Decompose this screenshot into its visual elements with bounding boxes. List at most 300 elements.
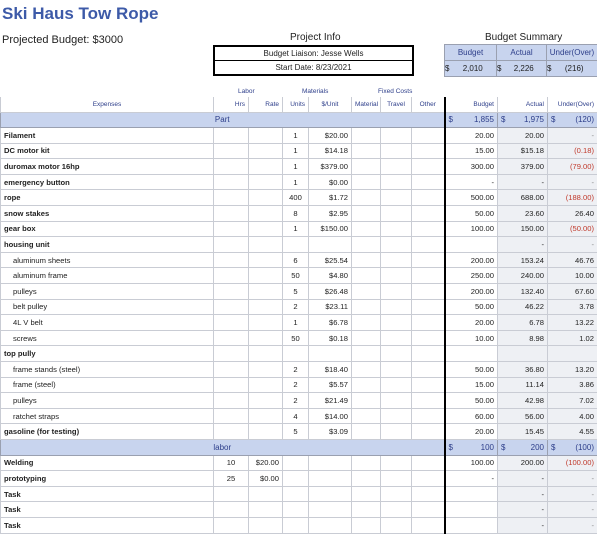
part-row [1, 362, 597, 378]
budget-cell[interactable] [445, 502, 498, 518]
travel-cell[interactable] [381, 174, 412, 190]
units-cell[interactable] [283, 517, 309, 533]
travel-cell[interactable] [381, 408, 412, 424]
other-cell[interactable] [412, 408, 445, 424]
part-name-cell[interactable]: pulleys [1, 393, 214, 409]
material-cell[interactable] [352, 299, 381, 315]
under-cell: 4.55 [548, 424, 597, 440]
travel-cell[interactable] [381, 346, 412, 362]
actual-cell: 240.00 [498, 268, 548, 284]
rate-cell[interactable] [249, 502, 283, 518]
part-name-cell[interactable]: rope [1, 190, 214, 206]
hrs-cell[interactable] [214, 206, 249, 222]
unit-cost-cell[interactable]: $14.00 [309, 408, 352, 424]
part-row [1, 268, 597, 284]
travel-cell[interactable] [381, 237, 412, 253]
other-cell[interactable] [412, 190, 445, 206]
hrs-cell[interactable] [214, 143, 249, 159]
hrs-cell[interactable] [214, 346, 249, 362]
material-cell[interactable] [352, 284, 381, 300]
hrs-cell[interactable] [214, 284, 249, 300]
under-cell: - [548, 128, 597, 144]
travel-cell[interactable] [381, 143, 412, 159]
part-name-cell[interactable]: DC motor kit [1, 143, 214, 159]
budget-cell[interactable]: - [445, 174, 498, 190]
under-cell: (50.00) [548, 221, 597, 237]
rate-cell[interactable] [249, 408, 283, 424]
actual-cell: - [498, 237, 548, 253]
unit-cost-cell[interactable] [309, 471, 352, 487]
material-cell[interactable] [352, 393, 381, 409]
hrs-cell[interactable] [214, 237, 249, 253]
units-cell[interactable]: 5 [283, 284, 309, 300]
other-cell[interactable] [412, 517, 445, 533]
labor-section-under[interactable] [548, 439, 597, 455]
unit-cost-cell[interactable]: $26.48 [309, 284, 352, 300]
budget-cell[interactable]: 200.00 [445, 252, 498, 268]
part-name-cell[interactable]: ratchet straps [1, 408, 214, 424]
travel-cell[interactable] [381, 315, 412, 331]
fixed-costs-group-label: Fixed Costs [378, 88, 413, 95]
budget-cell[interactable]: 100.00 [445, 221, 498, 237]
rate-cell[interactable] [249, 252, 283, 268]
project-info-box [213, 45, 414, 76]
part-section-label: Part [1, 112, 445, 128]
part-name-cell[interactable]: housing unit [1, 237, 214, 253]
actual-cell: 688.00 [498, 190, 548, 206]
labor-name-cell[interactable]: Task [1, 517, 214, 533]
under-cell: - [548, 471, 597, 487]
under-cell: 13.20 [548, 362, 597, 378]
header-hrs: Hrs [214, 97, 249, 112]
travel-cell[interactable] [381, 424, 412, 440]
units-cell[interactable]: 50 [283, 330, 309, 346]
part-row [1, 252, 597, 268]
hrs-cell[interactable]: 25 [214, 471, 249, 487]
units-cell[interactable]: 1 [283, 315, 309, 331]
actual-cell: - [498, 517, 548, 533]
rate-cell[interactable] [249, 268, 283, 284]
material-cell[interactable] [352, 486, 381, 502]
travel-cell[interactable] [381, 393, 412, 409]
budget-cell[interactable]: 20.00 [445, 315, 498, 331]
other-cell[interactable] [412, 393, 445, 409]
unit-cost-cell[interactable]: $14.18 [309, 143, 352, 159]
material-cell[interactable] [352, 517, 381, 533]
part-name-cell[interactable]: gear box [1, 221, 214, 237]
hrs-cell[interactable] [214, 486, 249, 502]
rate-cell[interactable] [249, 143, 283, 159]
under-cell: 13.22 [548, 315, 597, 331]
part-name-cell[interactable]: aluminum sheets [1, 252, 214, 268]
unit-cost-cell[interactable]: $1.72 [309, 190, 352, 206]
unit-cost-cell[interactable]: $2.95 [309, 206, 352, 222]
labor-section-actual-value: 200 [530, 442, 544, 452]
currency-symbol: $ [501, 442, 506, 452]
actual-cell: - [498, 471, 548, 487]
part-row [1, 424, 597, 440]
unit-cost-cell[interactable]: $4.80 [309, 268, 352, 284]
part-name-cell[interactable]: gasoline (for testing) [1, 424, 214, 440]
hrs-cell[interactable]: 10 [214, 455, 249, 471]
hrs-cell[interactable] [214, 517, 249, 533]
unit-cost-cell[interactable] [309, 502, 352, 518]
unit-cost-cell[interactable] [309, 486, 352, 502]
units-cell[interactable]: 6 [283, 252, 309, 268]
other-cell[interactable] [412, 143, 445, 159]
summary-under-value[interactable]: $ (216) [547, 61, 597, 77]
travel-cell[interactable] [381, 455, 412, 471]
other-cell[interactable] [412, 299, 445, 315]
units-cell[interactable] [283, 237, 309, 253]
header-expenses: Expenses [1, 97, 214, 112]
budget-cell[interactable] [445, 237, 498, 253]
other-cell[interactable] [412, 128, 445, 144]
other-cell[interactable] [412, 502, 445, 518]
hrs-cell[interactable] [214, 362, 249, 378]
labor-row [1, 455, 597, 471]
rate-cell[interactable]: $20.00 [249, 455, 283, 471]
header-rate: Rate [249, 97, 283, 112]
budget-cell[interactable]: 200.00 [445, 284, 498, 300]
other-cell[interactable] [412, 362, 445, 378]
rate-cell[interactable] [249, 190, 283, 206]
budget-cell[interactable]: 300.00 [445, 159, 498, 175]
material-cell[interactable] [352, 174, 381, 190]
hrs-cell[interactable] [214, 408, 249, 424]
rate-cell[interactable] [249, 159, 283, 175]
rate-cell[interactable] [249, 315, 283, 331]
labor-row [1, 486, 597, 502]
budget-cell[interactable]: 50.00 [445, 299, 498, 315]
under-cell: - [548, 517, 597, 533]
budget-summary-table [444, 44, 597, 77]
budget-cell[interactable]: 60.00 [445, 408, 498, 424]
other-cell[interactable] [412, 471, 445, 487]
part-row [1, 206, 597, 222]
actual-cell: - [498, 174, 548, 190]
part-name-cell[interactable]: belt pulley [1, 299, 214, 315]
units-cell[interactable] [283, 346, 309, 362]
header-other: Other [412, 97, 445, 112]
material-cell[interactable] [352, 362, 381, 378]
budget-cell[interactable]: 250.00 [445, 268, 498, 284]
budget-cell[interactable]: - [445, 471, 498, 487]
budget-cell[interactable]: 50.00 [445, 362, 498, 378]
rate-cell[interactable] [249, 206, 283, 222]
part-section-actual[interactable]: $ 1,975 [498, 112, 548, 128]
budget-cell[interactable] [445, 486, 498, 502]
rate-cell[interactable] [249, 393, 283, 409]
units-cell[interactable] [283, 471, 309, 487]
travel-cell[interactable] [381, 517, 412, 533]
actual-cell: 379.00 [498, 159, 548, 175]
under-cell: 26.40 [548, 206, 597, 222]
units-cell[interactable]: 400 [283, 190, 309, 206]
budget-cell[interactable]: 50.00 [445, 393, 498, 409]
hrs-cell[interactable] [214, 424, 249, 440]
material-cell[interactable] [352, 206, 381, 222]
travel-cell[interactable] [381, 377, 412, 393]
part-row [1, 299, 597, 315]
rate-cell[interactable] [249, 377, 283, 393]
part-name-cell[interactable]: frame (steel) [1, 377, 214, 393]
material-cell[interactable] [352, 471, 381, 487]
unit-cost-cell[interactable]: $18.40 [309, 362, 352, 378]
unit-cost-cell[interactable]: $23.11 [309, 299, 352, 315]
material-cell[interactable] [352, 346, 381, 362]
budget-cell[interactable]: 20.00 [445, 128, 498, 144]
unit-cost-cell[interactable]: $5.57 [309, 377, 352, 393]
units-cell[interactable]: 4 [283, 408, 309, 424]
units-cell[interactable]: 2 [283, 393, 309, 409]
hrs-cell[interactable] [214, 299, 249, 315]
labor-name-cell[interactable]: prototyping [1, 471, 214, 487]
budget-cell[interactable] [445, 346, 498, 362]
summary-actual-header: Actual [497, 45, 547, 61]
rate-cell[interactable]: $0.00 [249, 471, 283, 487]
units-cell[interactable]: 1 [283, 128, 309, 144]
travel-cell[interactable] [381, 252, 412, 268]
rate-cell[interactable] [249, 486, 283, 502]
budget-cell[interactable]: 15.00 [445, 377, 498, 393]
hrs-cell[interactable] [214, 330, 249, 346]
units-cell[interactable] [283, 486, 309, 502]
other-cell[interactable] [412, 252, 445, 268]
hrs-cell[interactable] [214, 159, 249, 175]
other-cell[interactable] [412, 159, 445, 175]
hrs-cell[interactable] [214, 502, 249, 518]
labor-section-budget[interactable] [445, 439, 498, 455]
summary-under-header: Under(Over) [547, 45, 597, 61]
material-cell[interactable] [352, 221, 381, 237]
travel-cell[interactable] [381, 206, 412, 222]
part-row [1, 128, 597, 144]
unit-cost-cell[interactable] [309, 455, 352, 471]
actual-cell: 42.98 [498, 393, 548, 409]
part-name-cell[interactable]: aluminum frame [1, 268, 214, 284]
units-cell[interactable]: 2 [283, 377, 309, 393]
part-row [1, 174, 597, 190]
material-cell[interactable] [352, 143, 381, 159]
under-cell: (79.00) [548, 159, 597, 175]
part-row [1, 190, 597, 206]
currency-symbol: $ [448, 442, 453, 452]
unit-cost-cell[interactable]: $379.00 [309, 159, 352, 175]
units-cell[interactable] [283, 455, 309, 471]
other-cell[interactable] [412, 221, 445, 237]
budget-cell[interactable]: 20.00 [445, 424, 498, 440]
units-cell[interactable]: 50 [283, 268, 309, 284]
header-actual: Actual [498, 97, 548, 112]
under-cell: (100.00) [548, 455, 597, 471]
part-row [1, 315, 597, 331]
material-cell[interactable] [352, 268, 381, 284]
units-cell[interactable]: 1 [283, 143, 309, 159]
under-cell: - [548, 502, 597, 518]
material-cell[interactable] [352, 315, 381, 331]
rate-cell[interactable] [249, 284, 283, 300]
units-cell[interactable]: 8 [283, 206, 309, 222]
hrs-cell[interactable] [214, 221, 249, 237]
labor-name-cell[interactable]: Task [1, 502, 214, 518]
hrs-cell[interactable] [214, 377, 249, 393]
travel-cell[interactable] [381, 299, 412, 315]
under-cell: 10.00 [548, 268, 597, 284]
actual-cell: $15.18 [498, 143, 548, 159]
labor-section-under-value: (100) [575, 442, 594, 452]
material-cell[interactable] [352, 159, 381, 175]
part-row [1, 330, 597, 346]
travel-cell[interactable] [381, 190, 412, 206]
material-cell[interactable] [352, 455, 381, 471]
unit-cost-cell[interactable]: $0.00 [309, 174, 352, 190]
material-cell[interactable] [352, 377, 381, 393]
unit-cost-cell[interactable]: $3.09 [309, 424, 352, 440]
travel-cell[interactable] [381, 486, 412, 502]
hrs-cell[interactable] [214, 128, 249, 144]
units-cell[interactable] [283, 502, 309, 518]
travel-cell[interactable] [381, 284, 412, 300]
other-cell[interactable] [412, 455, 445, 471]
hrs-cell[interactable] [214, 393, 249, 409]
material-cell[interactable] [352, 128, 381, 144]
units-cell[interactable]: 1 [283, 174, 309, 190]
actual-cell: 56.00 [498, 408, 548, 424]
travel-cell[interactable] [381, 159, 412, 175]
other-cell[interactable] [412, 268, 445, 284]
unit-cost-cell[interactable] [309, 517, 352, 533]
part-name-cell[interactable]: screws [1, 330, 214, 346]
units-cell[interactable]: 1 [283, 159, 309, 175]
travel-cell[interactable] [381, 268, 412, 284]
other-cell[interactable] [412, 284, 445, 300]
summary-actual-value[interactable]: $ 2,226 [497, 61, 547, 77]
rate-cell[interactable] [249, 362, 283, 378]
header-travel: Travel [381, 97, 412, 112]
rate-cell[interactable] [249, 174, 283, 190]
other-cell[interactable] [412, 424, 445, 440]
labor-row [1, 502, 597, 518]
unit-cost-cell[interactable] [309, 346, 352, 362]
material-cell[interactable] [352, 502, 381, 518]
other-cell[interactable] [412, 377, 445, 393]
unit-cost-cell[interactable]: $20.00 [309, 128, 352, 144]
rate-cell[interactable] [249, 128, 283, 144]
part-name-cell[interactable]: snow stakes [1, 206, 214, 222]
rate-cell[interactable] [249, 424, 283, 440]
part-name-cell[interactable]: Filament [1, 128, 214, 144]
labor-name-cell[interactable]: Welding [1, 455, 214, 471]
header-material: Material [352, 97, 381, 112]
units-cell[interactable]: 5 [283, 424, 309, 440]
material-cell[interactable] [352, 237, 381, 253]
actual-cell: 200.00 [498, 455, 548, 471]
part-section-under[interactable]: $ (120) [548, 112, 597, 128]
material-cell[interactable] [352, 252, 381, 268]
material-cell[interactable] [352, 190, 381, 206]
start-date[interactable]: Start Date: 8/23/2021 [275, 63, 352, 72]
other-cell[interactable] [412, 330, 445, 346]
unit-cost-cell[interactable]: $6.78 [309, 315, 352, 331]
units-cell[interactable]: 1 [283, 221, 309, 237]
part-row [1, 284, 597, 300]
other-cell[interactable] [412, 174, 445, 190]
travel-cell[interactable] [381, 221, 412, 237]
rate-cell[interactable] [249, 299, 283, 315]
hrs-cell[interactable] [214, 174, 249, 190]
units-cell[interactable]: 2 [283, 299, 309, 315]
part-name-cell[interactable]: emergency button [1, 174, 214, 190]
other-cell[interactable] [412, 346, 445, 362]
part-row [1, 221, 597, 237]
travel-cell[interactable] [381, 362, 412, 378]
sheet-title: Ski Haus Tow Rope [2, 4, 159, 23]
budget-cell[interactable]: 10.00 [445, 330, 498, 346]
hrs-cell[interactable] [214, 268, 249, 284]
other-cell[interactable] [412, 237, 445, 253]
budget-cell[interactable]: 15.00 [445, 143, 498, 159]
other-cell[interactable] [412, 315, 445, 331]
budget-cell[interactable]: 100.00 [445, 455, 498, 471]
budget-cell[interactable]: 500.00 [445, 190, 498, 206]
units-cell[interactable]: 2 [283, 362, 309, 378]
labor-section-actual[interactable] [498, 439, 548, 455]
part-section-budget[interactable]: $ 1,855 [445, 112, 498, 128]
other-cell[interactable] [412, 486, 445, 502]
unit-cost-cell[interactable]: $25.54 [309, 252, 352, 268]
other-cell[interactable] [412, 206, 445, 222]
part-name-cell[interactable]: frame stands (steel) [1, 362, 214, 378]
material-cell[interactable] [352, 424, 381, 440]
under-cell: 7.02 [548, 393, 597, 409]
actual-cell: 15.45 [498, 424, 548, 440]
part-name-cell[interactable]: 4L V belt [1, 315, 214, 331]
budget-cell[interactable]: 50.00 [445, 206, 498, 222]
rate-cell[interactable] [249, 346, 283, 362]
rate-cell[interactable] [249, 330, 283, 346]
hrs-cell[interactable] [214, 252, 249, 268]
header-under: Under(Over) [548, 97, 597, 112]
labor-row [1, 471, 597, 487]
rate-cell[interactable] [249, 517, 283, 533]
budget-cell[interactable] [445, 517, 498, 533]
rate-cell[interactable] [249, 221, 283, 237]
hrs-cell[interactable] [214, 315, 249, 331]
summary-budget-value[interactable]: $ 2,010 [445, 61, 497, 77]
part-name-cell[interactable]: top pully [1, 346, 214, 362]
unit-cost-cell[interactable] [309, 237, 352, 253]
part-name-cell[interactable]: duromax motor 16hp [1, 159, 214, 175]
material-cell[interactable] [352, 330, 381, 346]
budget-liaison[interactable]: Budget Liaison: Jesse Wells [215, 47, 412, 61]
travel-cell[interactable] [381, 128, 412, 144]
labor-name-cell[interactable]: Task [1, 486, 214, 502]
travel-cell[interactable] [381, 502, 412, 518]
hrs-cell[interactable] [214, 190, 249, 206]
travel-cell[interactable] [381, 471, 412, 487]
unit-cost-cell[interactable]: $0.18 [309, 330, 352, 346]
actual-cell: - [498, 502, 548, 518]
summary-budget-header: Budget [445, 45, 497, 61]
under-cell: - [548, 174, 597, 190]
rate-cell[interactable] [249, 237, 283, 253]
material-cell[interactable] [352, 408, 381, 424]
part-name-cell[interactable]: pulleys [1, 284, 214, 300]
unit-cost-cell[interactable]: $150.00 [309, 221, 352, 237]
unit-cost-cell[interactable]: $21.49 [309, 393, 352, 409]
travel-cell[interactable] [381, 330, 412, 346]
